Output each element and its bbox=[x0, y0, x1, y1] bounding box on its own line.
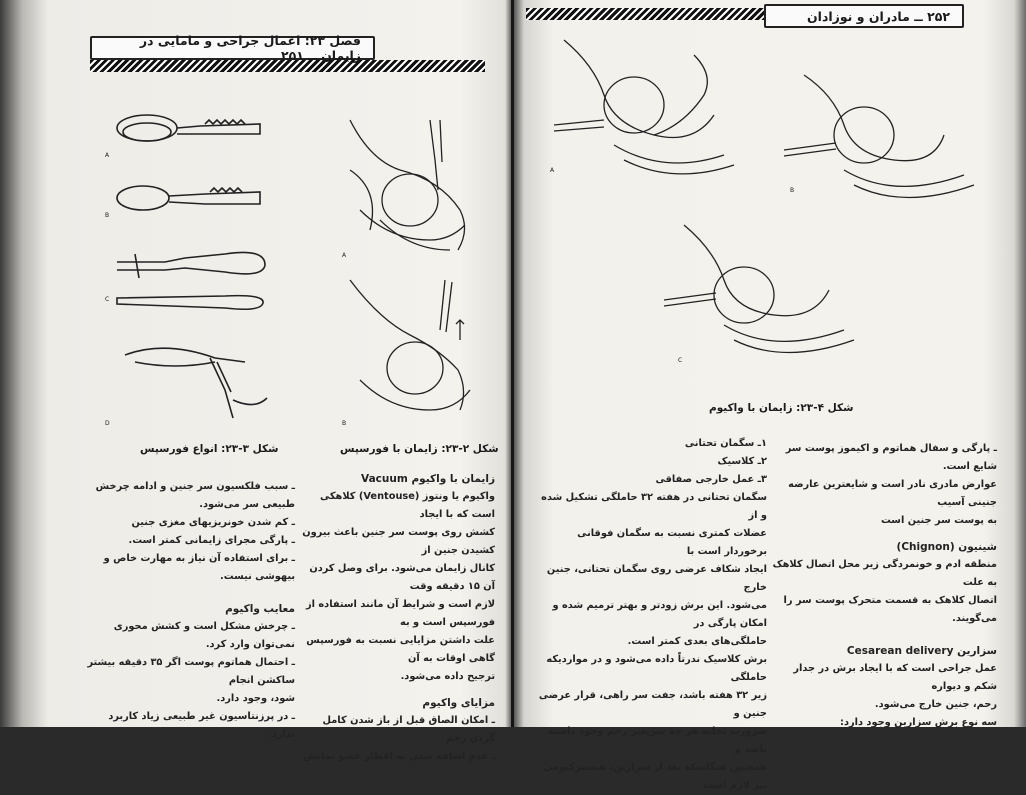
vacuum-line: علت داشتن مزایایی نسبت به فورسپس گاهی اوقات به آن bbox=[306, 635, 495, 664]
body-line: ضرورت تخلیه هر چه سریعتر رحم وجود داشته باشد و bbox=[547, 726, 767, 755]
advantage-line: ـ سبب فلکسیون سر جنین و ادامه چرخش طبیعی سر می‌شود. bbox=[95, 481, 295, 510]
vacuum-line: ترجیح داده می‌شود. bbox=[400, 671, 495, 682]
advantage-line: ـ برای استفاده آن نیاز به مهارت خاص و بیهوشی نیست. bbox=[103, 553, 295, 582]
body-line: عضلات کمتری نسبت به سگمان فوقانی برخوردار است با bbox=[577, 528, 767, 557]
fig-letter-a: A bbox=[342, 252, 347, 259]
forceps-types-caption: شکل ۳-۲۳: انواع فورسپس bbox=[140, 443, 279, 455]
disadvantages-heading: معایب واکیوم bbox=[225, 603, 295, 615]
vacuum-line: لازم است و شرایط آن مانند استفاده از فورسپس است و به bbox=[305, 599, 495, 628]
vacuum-column bbox=[300, 470, 495, 766]
fig-letter-b: B bbox=[342, 420, 347, 427]
right-page bbox=[514, 0, 1026, 791]
body-line: سگمان تحتانی در هفته ۳۲ حاملگی تشکیل شده و از bbox=[541, 492, 767, 521]
cesarean-type: ۱ـ سگمان تحتانی bbox=[684, 438, 767, 449]
cesarean-types-column bbox=[532, 435, 767, 795]
fig-letter-b: B bbox=[105, 212, 110, 219]
vacuum-advantage: ـ امکان الصاق قبل از باز شدن کامل گردن رحم bbox=[322, 715, 495, 744]
body-line: عوارض مادری نادر است و شایعترین عارضه جنینی آسیب bbox=[788, 479, 997, 508]
vacuum-line: کانال زایمان می‌شود. برای وصل کردن آن ۱۵ دقیقه وقت bbox=[309, 563, 495, 592]
body-line: به پوست سر جنین است bbox=[880, 515, 997, 526]
right-header-text: ۲۵۲ ــ مادران و نوزادان bbox=[807, 8, 950, 24]
fig-letter-a: A bbox=[550, 167, 555, 174]
vacuum-delivery-figure bbox=[544, 35, 984, 370]
cesarean-type: ۳ـ عمل خارجی صفاقی bbox=[655, 474, 767, 485]
body-line: ـ پارگی و سفال هماتوم و اکیموز پوست سر شایع است. bbox=[785, 443, 997, 472]
body-line: سه نوع برش سزارین وجود دارد: bbox=[840, 717, 997, 728]
body-line: رحم، جنین خارج می‌شود. bbox=[874, 699, 997, 710]
forceps-types-figure bbox=[105, 100, 275, 430]
body-line: حاملگی‌های بعدی کمتر است. bbox=[627, 636, 767, 647]
vacuum-advantages-heading: مزایای واکیوم bbox=[422, 697, 495, 709]
advantage-line: ـ کم شدن خونریزیهای مغزی جنین bbox=[131, 517, 295, 528]
body-line: اتصال کلاهک به قسمت متحرک پوست سر را می‌گویند. bbox=[783, 595, 997, 624]
fig-letter-b: B bbox=[790, 187, 795, 194]
forceps-drawing bbox=[105, 100, 275, 430]
disadvantage-line: ـ در پرزنتاسیون غیر طبیعی زیاد کاربرد ندارد. bbox=[108, 711, 295, 740]
left-page bbox=[0, 0, 512, 762]
vacuum-line: کشش روی پوست سر جنین باعث بیرون کشیدن جنین از bbox=[302, 527, 495, 556]
vacuum-heading: زایمان با واکیوم Vacuum bbox=[361, 473, 495, 485]
left-header-text: فصل ۲۳: اعمال جراحی و مامایی در زایمان ــ ۲۵۱ bbox=[139, 33, 361, 63]
body-line: می‌شود. این برش زودتر و بهتر ترمیم شده و امکان پارگی در bbox=[552, 600, 767, 629]
vacuum-delivery-caption: شکل ۴-۲۳: زایمان با واکیوم bbox=[709, 402, 854, 414]
body-line: عمل جراحی است که با ایجاد برش در جدار شکم و دیواره bbox=[793, 663, 997, 692]
disadvantage-line: شود، وجود دارد. bbox=[216, 693, 295, 704]
right-page-header bbox=[764, 4, 964, 28]
body-line: برش کلاسیک ندرتاً داده می‌شود و در مواردیکه حاملگی bbox=[546, 654, 767, 683]
body-line: زیر ۳۲ هفته باشد، جفت سر راهی، قرار عرضی جنین و bbox=[538, 690, 767, 719]
cesarean-heading: سزارین Cesarean delivery bbox=[846, 645, 997, 657]
forceps-delivery-drawing bbox=[340, 100, 480, 430]
fig-letter-c: C bbox=[678, 357, 683, 364]
forceps-delivery-figure bbox=[340, 100, 480, 430]
cesarean-type: ۲ـ کلاسیک bbox=[717, 456, 767, 467]
chignon-heading: شینیون (Chignon) bbox=[896, 541, 997, 553]
advantage-line: ـ پارگی مجرای زایمانی کمتر است. bbox=[128, 535, 295, 546]
disadvantage-line: ـ احتمال هماتوم پوست اگر ۳۵ دقیقه بیشتر ساکشن انجام bbox=[87, 657, 295, 686]
fig-letter-c: C bbox=[105, 296, 110, 303]
vacuum-advantage: ـ عدم اضافه شدن به اقطار عضو نمایش bbox=[303, 751, 495, 762]
vacuum-delivery-drawing bbox=[544, 35, 984, 370]
left-page-header bbox=[90, 33, 375, 63]
vacuum-line: واکیوم یا ونتوز (Ventouse) کلاهکی است که با ایجاد bbox=[319, 491, 495, 520]
advantages-column bbox=[85, 478, 295, 744]
disadvantage-line: ـ چرخش مشکل است و کشش محوری نمی‌توان وارد کرد. bbox=[113, 621, 295, 650]
chignon-cesarean-column bbox=[772, 440, 997, 732]
body-line: ایجاد شکاف عرضی روی سگمان تحتانی، جنین خارج bbox=[546, 564, 767, 593]
forceps-delivery-caption: شکل ۲-۲۳: زایمان با فورسپس bbox=[340, 443, 499, 455]
fig-letter-a: A bbox=[105, 152, 110, 159]
body-line: همچنین هنگامیکه بعد از سزارین، هیسترکتومی نیز لازم است bbox=[543, 762, 767, 791]
body-line: منطقه ادم و خونمردگی زیر محل اتصال کلاهک به علت bbox=[772, 559, 997, 588]
fig-letter-d: D bbox=[105, 420, 110, 427]
